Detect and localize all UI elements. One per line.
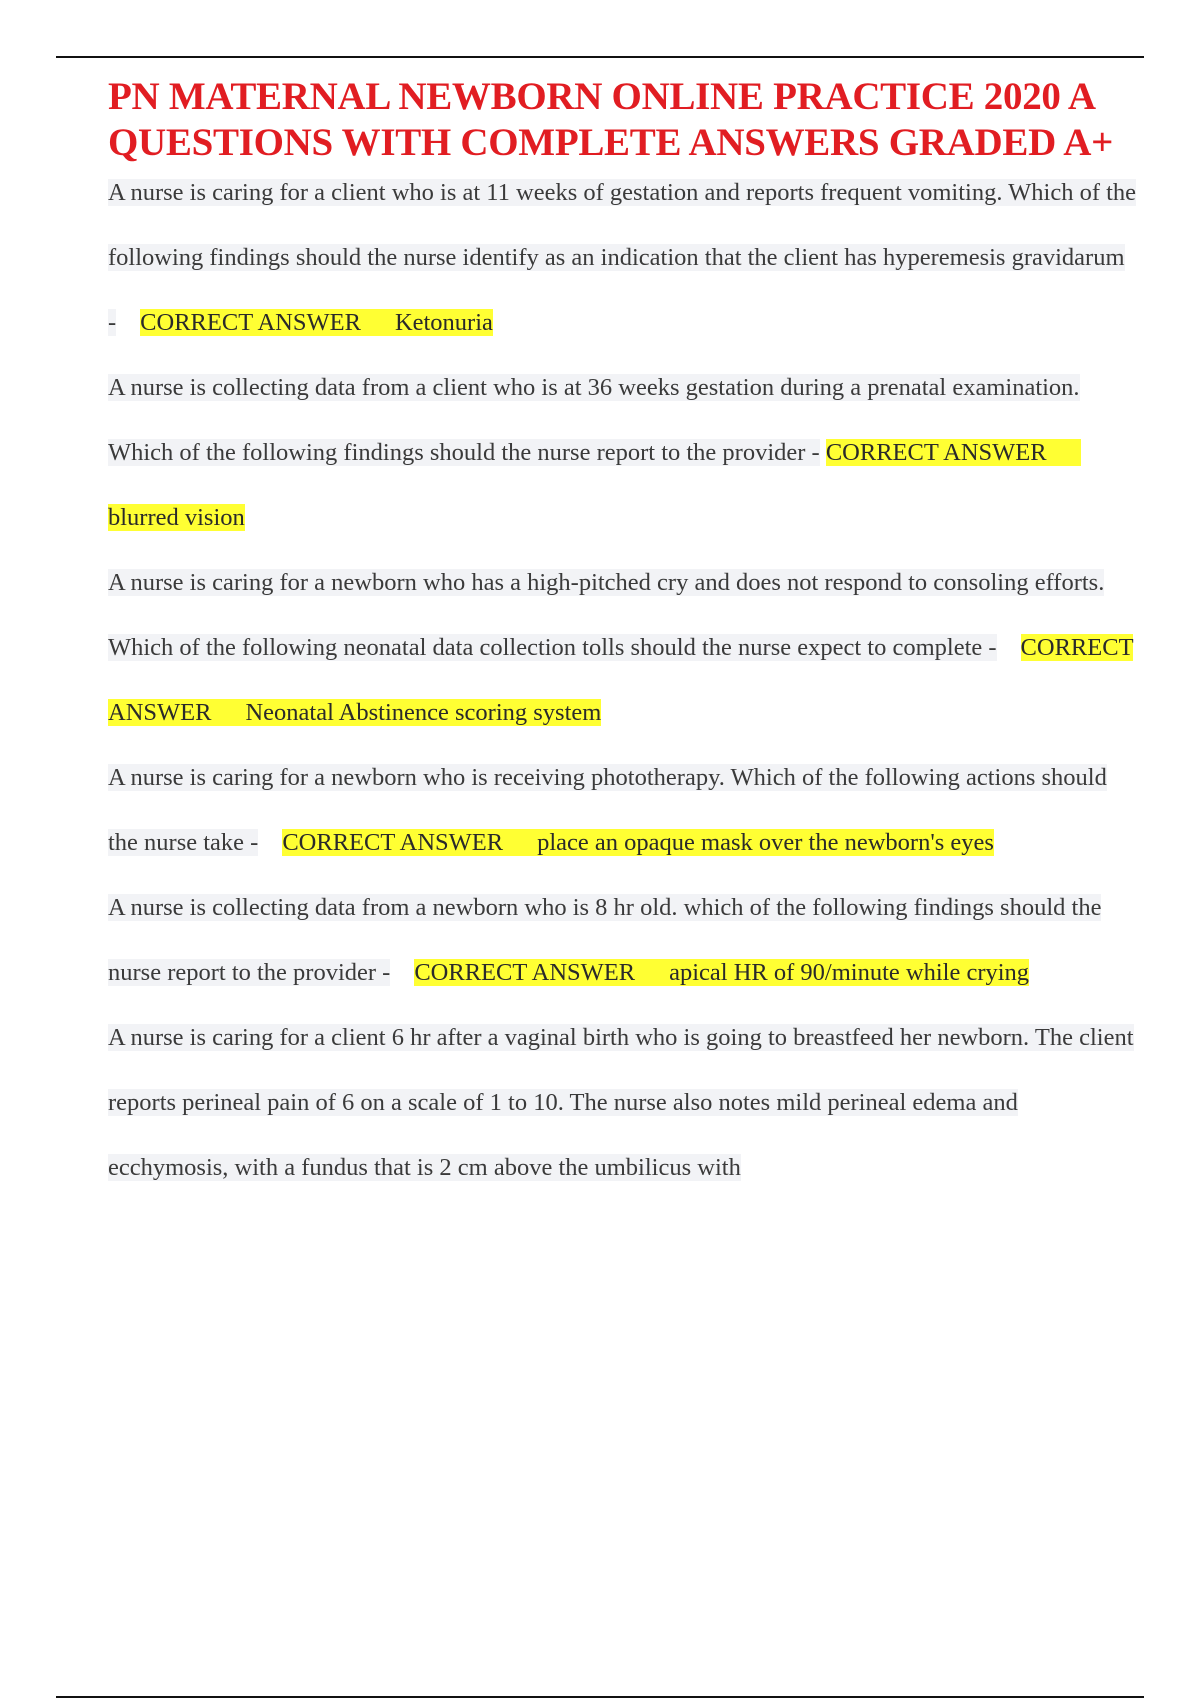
answer-label: CORRECT ANSWER	[108, 634, 1134, 726]
answer-label: CORRECT ANSWER	[825, 439, 1047, 466]
bottom-rule	[56, 1696, 1144, 1698]
question-text: A nurse is caring for a newborn who has a high-pitched cry and does not respond to consoling efforts. Which of the following neonatal data collection tolls should the nurse expect to complete -	[108, 569, 1105, 661]
qa-item-3	[108, 550, 1138, 745]
question-text: A nurse is caring for a client who is at 11 weeks of gestation and reports frequent vomiting. Which of the following findings should the nurse identify as an indication that the client has hyperemesis gravidarum -	[108, 179, 1137, 336]
document-body	[108, 74, 1138, 1200]
question-text: A nurse is caring for a newborn who is receiving phototherapy. Which of the following actions should the nurse take -	[108, 764, 1107, 856]
answer-text: Ketonuria	[394, 309, 493, 336]
answer-text: blurred vision	[108, 504, 245, 531]
qa-item-5	[108, 875, 1138, 1005]
question-text: A nurse is caring for a client 6 hr after a vaginal birth who is going to breastfeed her newborn. The client reports perineal pain of 6 on a scale of 1 to 10. The nurse also notes mild perineal edema and ecchymosis, with a fundus that is 2 cm above the umbilicus with	[108, 1024, 1134, 1181]
document-title: PN MATERNAL NEWBORN ONLINE PRACTICE 2020 A QUESTIONS WITH COMPLETE ANSWERS GRADED A+	[108, 75, 1114, 164]
answer-label: CORRECT ANSWER	[282, 829, 504, 856]
answer-text: place an opaque mask over the newborn's eyes	[537, 829, 994, 856]
qa-item-2	[108, 355, 1138, 550]
answer-highlight	[414, 959, 1029, 986]
question-text: A nurse is collecting data from a client who is at 36 weeks gestation during a prenatal examination. Which of the following findings should the nurse report to the provider -	[108, 374, 1080, 466]
answer-label: CORRECT ANSWER	[414, 959, 636, 986]
answer-label: CORRECT ANSWER	[140, 309, 361, 336]
top-rule	[56, 56, 1144, 58]
answer-text: apical HR of 90/minute while crying	[669, 959, 1030, 986]
answer-text: Neonatal Abstinence scoring system	[245, 699, 602, 726]
question-text: A nurse is collecting data from a newborn who is 8 hr old. which of the following findings should the nurse report to the provider -	[108, 894, 1102, 986]
qa-item-6	[108, 1005, 1138, 1200]
answer-highlight	[140, 309, 493, 336]
qa-item-4	[108, 745, 1138, 875]
qa-item-1	[108, 160, 1138, 355]
answer-highlight	[282, 829, 994, 856]
